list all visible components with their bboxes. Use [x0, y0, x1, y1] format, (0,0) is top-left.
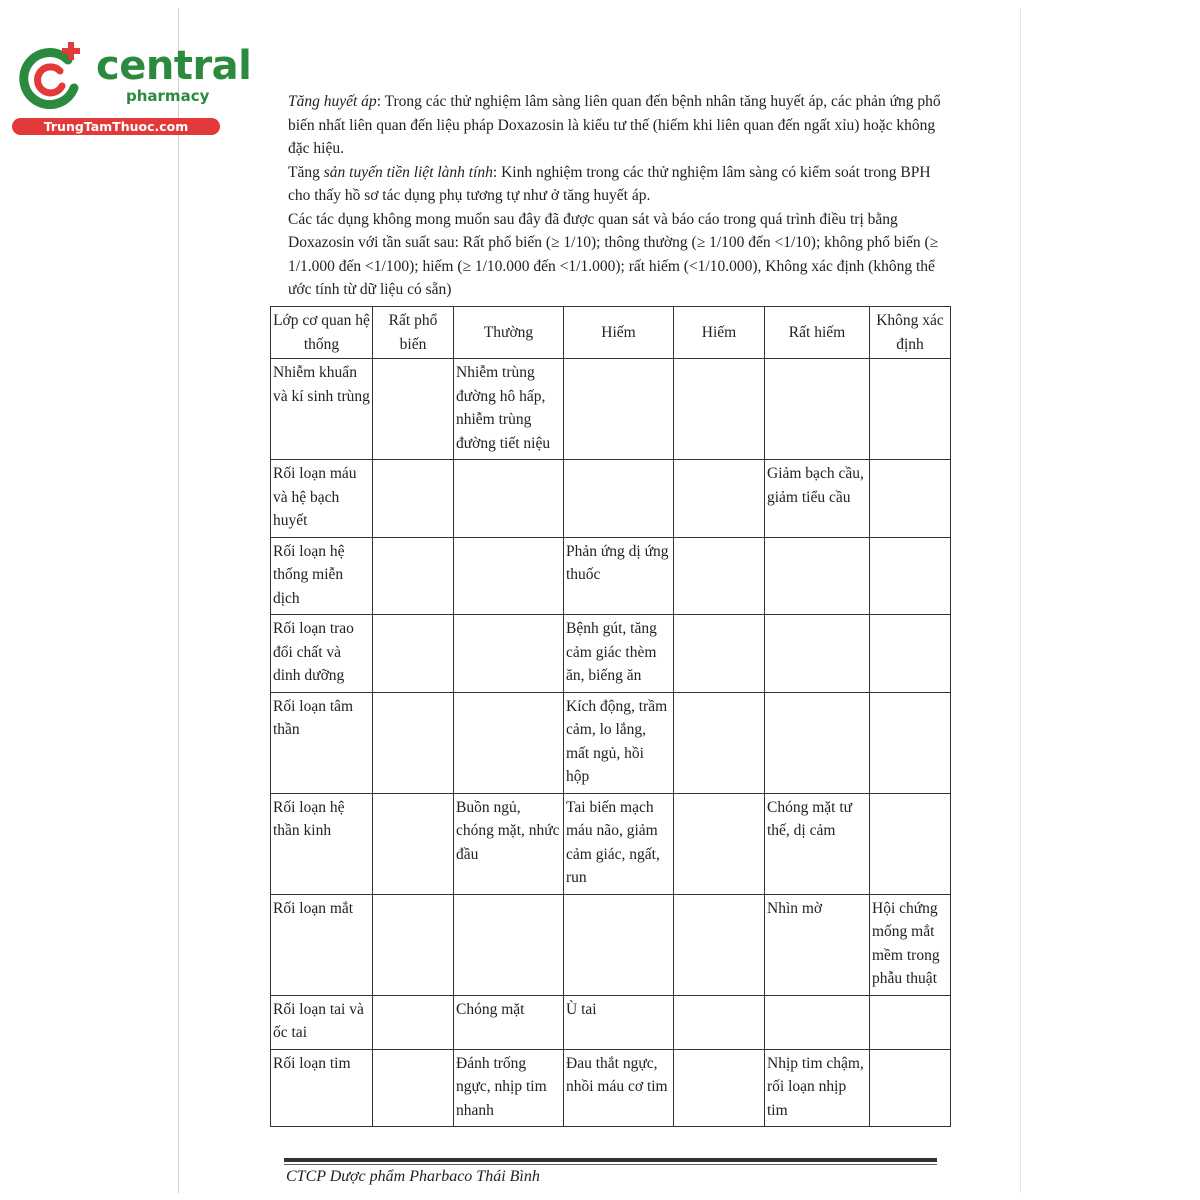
table-cell — [564, 460, 674, 538]
table-cell — [454, 894, 564, 995]
table-cell — [373, 1049, 454, 1127]
table-cell: Nhiễm trùng đường hô hấp, nhiễm trùng đường tiết niệu — [454, 359, 564, 460]
paragraph-text: : Trong các thử nghiệm lâm sàng liên quan đến bệnh nhân tăng huyết áp, các phản ứng phổ biến nhất liên quan đến liệu pháp Doxazosin là kiểu tư thế (hiếm khi liên quan đến ngất xỉu) hoặc không đặc hiệu. — [288, 93, 941, 157]
paragraph-frequency: Các tác dụng không mong muốn sau đây đã được quan sát và báo cáo trong quá trình điều trị bằng Doxazosin với tần suất sau: Rất phổ biến (≥ 1/10); thông thường (≥ 1/100 đến <1/10); không phổ biến (≥ 1/1.000 đến <1/100); hiếm (≥ 1/10.000 đến <1/1.000); rất hiếm (<1/10.000), Không xác định (không thể ước tính từ dữ liệu có sẵn) — [288, 210, 939, 298]
table-cell — [373, 460, 454, 538]
table-cell — [765, 692, 870, 793]
table-cell: Nhịp tim chậm, rối loạn nhịp tim — [765, 1049, 870, 1127]
table-cell: Đánh trống ngực, nhịp tim nhanh — [454, 1049, 564, 1127]
table-cell: Buồn ngủ, chóng mặt, nhức đầu — [454, 793, 564, 894]
table-row — [271, 1049, 951, 1127]
adverse-effects-intro — [288, 90, 948, 302]
table-cell: Tai biến mạch máu não, giảm cảm giác, ngất, run — [564, 793, 674, 894]
table-cell — [373, 359, 454, 460]
table-cell — [674, 995, 765, 1049]
table-cell — [870, 460, 951, 538]
table-cell — [454, 460, 564, 538]
table-header-row — [271, 307, 951, 359]
table-cell: Rối loạn tim — [271, 1049, 373, 1127]
header-unknown: Không xác định — [870, 307, 951, 359]
table-cell: Rối loạn hệ thần kinh — [271, 793, 373, 894]
table-cell — [870, 995, 951, 1049]
central-logo-icon — [10, 38, 92, 120]
table-cell: Rối loạn tâm thần — [271, 692, 373, 793]
table-cell — [765, 359, 870, 460]
table-cell: Bệnh gút, tăng cảm giác thèm ăn, biếng ăn — [564, 615, 674, 693]
table-cell: Rối loạn tai và ốc tai — [271, 995, 373, 1049]
table-cell — [454, 692, 564, 793]
table-cell: Nhiễm khuẩn và kí sinh trùng — [271, 359, 373, 460]
table-row — [271, 793, 951, 894]
table-cell — [674, 692, 765, 793]
header-organ-class: Lớp cơ quan hệ thống — [271, 307, 373, 359]
table-cell: Nhìn mờ — [765, 894, 870, 995]
table-cell: Kích động, trầm cảm, lo lắng, mất ngủ, hồi hộp — [564, 692, 674, 793]
table-cell — [373, 995, 454, 1049]
header-common: Thường — [454, 307, 564, 359]
table-cell — [564, 894, 674, 995]
table-cell: Rối loạn mắt — [271, 894, 373, 995]
table-cell — [373, 537, 454, 615]
table-row — [271, 537, 951, 615]
logo-banner: TrungTamThuoc.com — [12, 118, 220, 135]
footer-company: CTCP Dược phẩm Pharbaco Thái Bình — [286, 1168, 540, 1185]
page-edge-right — [1020, 8, 1021, 1193]
table-cell: Phản ứng dị ứng thuốc — [564, 537, 674, 615]
table-cell — [674, 793, 765, 894]
header-rare: Hiếm — [674, 307, 765, 359]
paragraph-bph — [288, 161, 948, 208]
table-cell — [765, 995, 870, 1049]
footer-rule-thin — [284, 1164, 937, 1165]
table-cell: Rối loạn máu và hệ bạch huyết — [271, 460, 373, 538]
table-cell — [674, 615, 765, 693]
table-row — [271, 692, 951, 793]
table-cell: Chóng mặt — [454, 995, 564, 1049]
table-cell: Rối loạn trao đổi chất và dinh dưỡng — [271, 615, 373, 693]
table-cell — [674, 1049, 765, 1127]
table-cell — [373, 692, 454, 793]
table-cell: Ù tai — [564, 995, 674, 1049]
table-row — [271, 615, 951, 693]
table-cell — [454, 615, 564, 693]
table-cell — [870, 359, 951, 460]
table-cell — [373, 894, 454, 995]
paragraph-pre: Tăng — [288, 163, 324, 181]
table-cell: Giảm bạch cầu, giảm tiểu cầu — [765, 460, 870, 538]
table-cell — [564, 359, 674, 460]
logo-subtitle: pharmacy — [126, 87, 210, 105]
table-row — [271, 995, 951, 1049]
table-row — [271, 460, 951, 538]
table-cell: Hội chứng mống mắt mềm trong phẫu thuật — [870, 894, 951, 995]
table-cell — [674, 894, 765, 995]
header-very-common: Rất phổ biến — [373, 307, 454, 359]
table-cell — [870, 692, 951, 793]
table-cell — [765, 615, 870, 693]
table-cell — [765, 537, 870, 615]
table-cell — [674, 537, 765, 615]
table-cell: Đau thắt ngực, nhồi máu cơ tim — [564, 1049, 674, 1127]
table-cell — [870, 537, 951, 615]
table-cell: Rối loạn hệ thống miễn dịch — [271, 537, 373, 615]
table-cell — [870, 615, 951, 693]
logo-wordmark: central — [96, 43, 252, 89]
header-uncommon: Hiếm — [564, 307, 674, 359]
table-cell — [373, 615, 454, 693]
table-cell — [674, 359, 765, 460]
footer-rule — [284, 1158, 937, 1162]
paragraph-lead: Tăng huyết áp — [288, 93, 377, 110]
table-cell — [870, 793, 951, 894]
paragraph-text: : Kinh nghiệm trong các thử nghiệm lâm sàng có kiểm soát trong BPH cho thấy hồ sơ tác dụng phụ tương tự như ở tăng huyết áp. — [288, 163, 931, 204]
page-edge-left — [178, 8, 179, 1193]
table-cell — [454, 537, 564, 615]
header-very-rare: Rất hiếm — [765, 307, 870, 359]
table-cell — [870, 1049, 951, 1127]
paragraph-lead: sản tuyến tiền liệt lành tính — [323, 163, 493, 181]
paragraph-hypertension — [288, 90, 948, 161]
table-row — [271, 894, 951, 995]
table-cell: Chóng mặt tư thế, dị cảm — [765, 793, 870, 894]
table-row — [271, 359, 951, 460]
central-pharmacy-logo[interactable] — [10, 38, 252, 138]
adverse-effects-table — [270, 306, 951, 1127]
table-cell — [674, 460, 765, 538]
table-cell — [373, 793, 454, 894]
